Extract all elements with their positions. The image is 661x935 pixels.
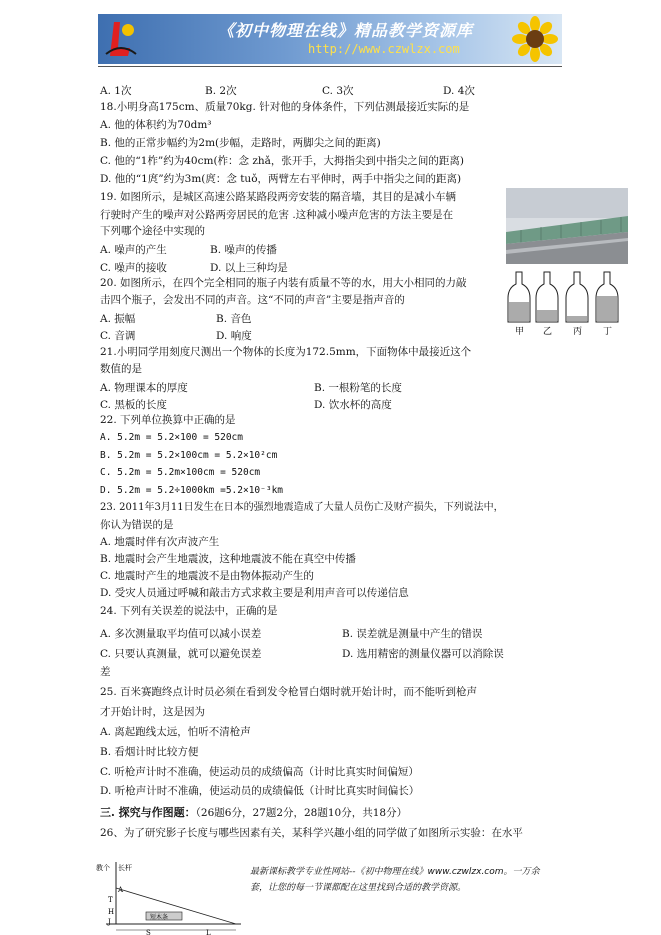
bottle-label-ding: 丁 [603, 327, 613, 336]
q19-stem-line1: 19. 如图所示，是城区高速公路某路段两旁安装的隔音墙，其目的是减小车辆 [100, 191, 457, 203]
q19-option-a: A. 噪声的产生 [100, 244, 167, 256]
section3-note: （26题6分，27题2分，28题10分，共18分） [195, 807, 408, 819]
q21-option-a: A. 物理课本的厚度 [100, 382, 188, 394]
q19-option-d: D. 以上三种均是 [210, 262, 288, 274]
q21-stem-line1: 21.小明同学用刻度尺测出一个物体的长度为172.5mm，下面物体中最接近这个 [100, 346, 472, 358]
q20-option-d: D. 响度 [216, 330, 252, 342]
q20-stem-line2: 击四个瓶子，会发出不同的声音。这“不同的声音”主要是指声音的 [100, 294, 405, 306]
q23-option-c: C. 地震时产生的地震波不是由物体振动产生的 [100, 570, 314, 582]
diagram-label-side: 教个 [96, 864, 110, 872]
q22-option-d: D. 5.2m = 5.2÷1000km =5.2×10⁻³km [100, 485, 284, 496]
q23-stem-line2: 你认为错误的是 [100, 519, 174, 531]
footer-line1: 最新课标教学专业性网站--《初中物理在线》www.czwlzx.com。一万余 [250, 867, 540, 877]
q24-option-d: D. 选用精密的测量仪器可以消除误 [342, 648, 504, 660]
bottle-label-bing: 丙 [573, 327, 583, 336]
q22-stem: 22. 下列单位换算中正确的是 [100, 414, 236, 426]
highway-sound-barrier-photo [506, 188, 628, 264]
q24-option-a: A. 多次测量取平均值可以减小误差 [100, 628, 262, 640]
q23-stem-line1: 23. 2011年3月11日发生在日本的强烈地震造成了大量人员伤亡及财产损失，下列说法中， [100, 502, 504, 513]
q23-option-a: A. 地震时伴有次声波产生 [100, 536, 220, 548]
q19-stem-line3: 下列哪个途径中实现的 [100, 225, 205, 237]
diagram-label-l: L [206, 929, 211, 935]
q18-option-d: D. 他的“1庹”约为3m(庹：念 tuǒ，两臂左右平伸时，两手中指尖之间的距离) [100, 173, 462, 185]
diagram-label-t: T [108, 896, 113, 904]
q18-option-a: A. 他的体积约为70dm³ [100, 119, 212, 131]
section3-title [100, 804, 407, 820]
site-logo-icon [104, 18, 138, 60]
q25-stem-line2: 才开始计时，这是因为 [100, 706, 205, 718]
q19-option-c: C. 噪声的接收 [100, 262, 167, 274]
q26-stem-line1: 26、为了研究影子长度与哪些因素有关，某科学兴趣小组的同学做了如图所示实验：在水平 [100, 827, 523, 839]
q20-stem-line1: 20. 如图所示，在四个完全相同的瓶子内装有质量不等的水，用大小相同的力敲 [100, 277, 467, 289]
q21-option-c: C. 黑板的长度 [100, 399, 167, 411]
q23-option-b: B. 地震时会产生地震波，这种地震波不能在真空中传播 [100, 553, 356, 565]
q19-stem-line2: 行驶时产生的噪声对公路两旁居民的危害 .这种减小噪声危害的方法主要是在 [100, 209, 454, 221]
shadow-experiment-diagram [96, 858, 246, 935]
diagram-label-pole: 长杆 [118, 864, 132, 872]
q24-option-d-continued: 差 [100, 666, 111, 678]
bottle-label-jia: 甲 [515, 327, 525, 336]
q17-option-c: C. 3次 [322, 85, 354, 97]
sunflower-icon [512, 16, 558, 62]
q23-option-d: D. 受灾人员通过呼喊和敲击方式求救主要是利用声音可以传递信息 [100, 587, 409, 599]
header-banner [98, 14, 562, 64]
q24-option-c: C. 只要认真测量，就可以避免误差 [100, 648, 262, 660]
q22-option-b: B. 5.2m = 5.2×100cm = 5.2×10²cm [100, 450, 278, 461]
diagram-label-a: A [118, 886, 124, 894]
diagram-label-s: S [146, 929, 151, 935]
q25-stem-line1: 25. 百米赛跑终点计时员必须在看到发令枪冒白烟时就开始计时，而不能听到枪声 [100, 686, 478, 698]
q18-stem: 18.小明身高175cm、质量70kg. 针对他的身体条件，下列估测最接近实际的是 [100, 101, 470, 113]
q24-stem: 24. 下列有关误差的说法中，正确的是 [100, 605, 278, 617]
q17-option-d: D. 4次 [443, 85, 475, 97]
q25-option-d: D. 听枪声计时不准确，使运动员的成绩偏低（计时比真实时间偏长） [100, 785, 420, 797]
q21-option-d: D. 饮水杯的高度 [314, 399, 392, 411]
four-bottles-figure [506, 270, 628, 336]
q18-option-b: B. 他的正常步幅约为2m(步幅，走路时，两脚尖之间的距离) [100, 137, 381, 149]
section3-heading: 三. 探究与作图题： [100, 806, 196, 819]
diagram-label-j: J [108, 918, 111, 926]
diagram-label-block: 短木条 [150, 914, 169, 921]
site-url[interactable]: http://www.czwlzx.com [308, 42, 460, 56]
q25-option-c: C. 听枪声计时不准确，使运动员的成绩偏高（计时比真实时间偏短） [100, 766, 419, 778]
bottle-label-yi: 乙 [543, 327, 553, 336]
q19-option-b: B. 噪声的传播 [210, 244, 277, 256]
site-title: 《初中物理在线》精品教学资源库 [218, 21, 474, 40]
header-rule [98, 66, 562, 67]
q20-option-a: A. 振幅 [100, 313, 136, 325]
q25-option-b: B. 看烟计时比较方便 [100, 746, 199, 758]
q22-option-c: C. 5.2m = 5.2m×100cm = 520cm [100, 467, 261, 478]
footer-line2: 套，让您的每一节课都配在这里找到合适的教学资源。 [250, 883, 467, 893]
q21-stem-line2: 数值的是 [100, 363, 142, 375]
q22-option-a: A. 5.2m = 5.2×100 = 520cm [100, 432, 243, 443]
q17-option-a: A. 1次 [100, 85, 132, 97]
diagram-label-h: H [108, 908, 115, 916]
q21-option-b: B. 一根粉笔的长度 [314, 382, 402, 394]
q24-option-b: B. 误差就是测量中产生的错误 [342, 628, 483, 640]
q20-option-c: C. 音调 [100, 330, 136, 342]
q17-option-b: B. 2次 [205, 85, 237, 97]
q20-option-b: B. 音色 [216, 313, 252, 325]
q25-option-a: A. 离起跑线太远，怕听不清枪声 [100, 726, 251, 738]
q18-option-c: C. 他的“1柞”约为40cm(柞：念 zhǎ，张开手，大拇指尖到中指尖之间的距离) [100, 155, 465, 167]
